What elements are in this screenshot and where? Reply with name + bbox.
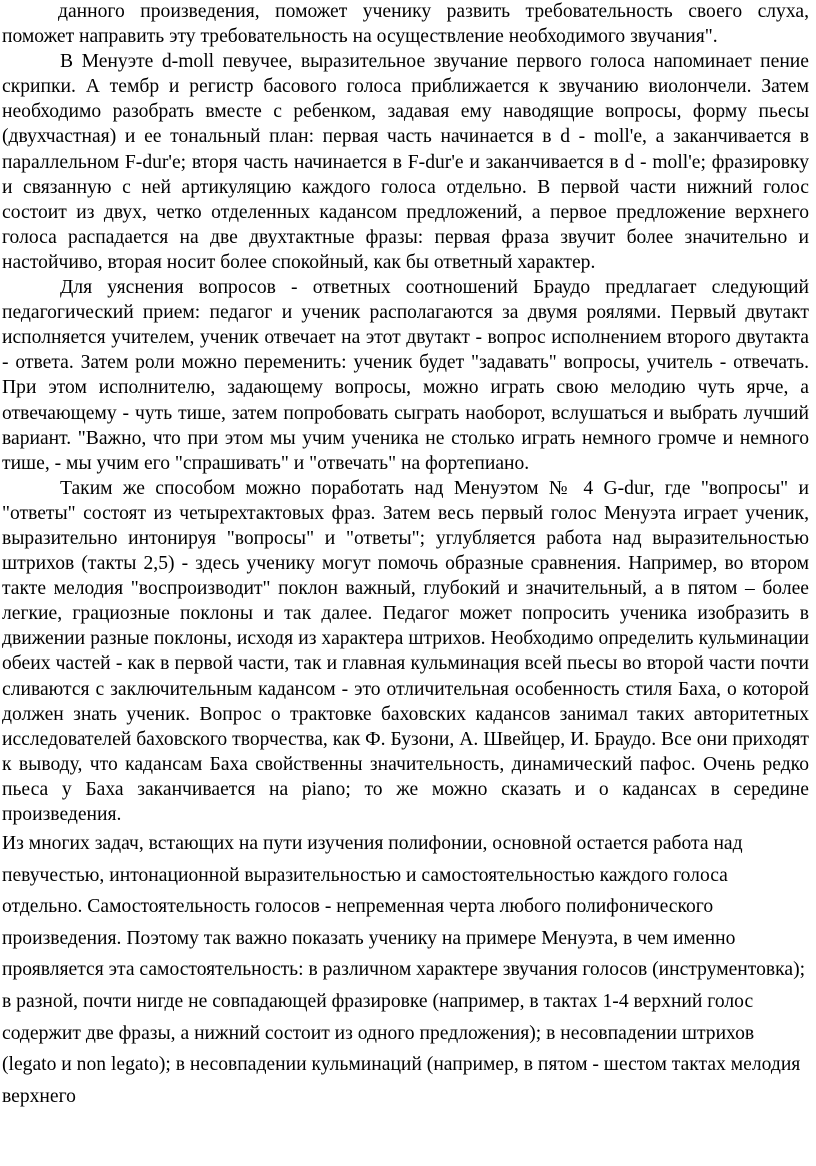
paragraph-continuation: данного произведения, поможет ученику развить требовательность своего слуха, поможет направить эту требовательность на осуществление необходимого звучания".: [2, 1, 809, 48]
paragraph-minuet-g-dur: Таким же способом можно поработать над Менуэтом № 4 G-dur, где "вопросы" и "ответы" состоят из четырехтактовых фраз. Затем весь первый голос Менуэта играет ученик, выразительно интонируя "вопросы" и "ответы"; углубляется работа над выразительностью штрихов (такты 2,5) - здесь ученику могут помочь образные сравнения. Например, во втором такте мелодия "воспроизводит" поклон важный, глубокий и значительный, а в пятом – более легкие, грациозные поклоны и так далее. Педагог может попросить ученика изобразить в движении разные поклоны, исходя из характера штрихов. Необходимо определить кульминации обеих частей - как в первой части, так и главная кульминация всей пьесы во второй части почти сливаются с заключительным кадансом - это отличительная особенность стиля Баха, о которой должен знать ученик. Вопрос о трактовке баховских кадансов занимал таких авторитетных исследователей баховского творчества, как Ф. Бузони, А. Швейцер, И. Браудо. Все они приходят к выводу, что кадансам Баха свойственны значительность, динамический пафос. Очень редко пьеса у Баха заканчивается на piano; то же можно сказать и о кадансах в середине произведения.: [2, 477, 809, 825]
paragraph-question-answer: Для уяснения вопросов - ответных соотношений Браудо предлагает следующий педагогический прием: педагог и ученик располагаются за двумя роялями. Первый двутакт исполняется учителем, ученик отвечает на этот двутакт - вопрос исполнением второго двутакта - ответа. Затем роли можно переменить: ученик будет "задавать" вопросы, учитель - отвечать. При этом исполнителю, задающему вопросы, можно играть свою мелодию чуть ярче, а отвечающему - чуть тише, затем попробовать сыграть наоборот, вслушаться и выбрать лучший вариант. "Важно, что при этом мы учим ученика не столько играть немного громче и немного тише, - мы учим его "спрашивать" и "отвечать" на фортепиано.: [2, 277, 809, 474]
paragraph-polyphony: Из многих задач, встающих на пути изучения полифонии, основной остается работа над певучестью, интонационной выразительностью и самостоятельностью каждого голоса отдельно. Самостоятельность голосов - непременная черта любого полифонического произведения. Поэтому так важно показать ученику на примере Менуэта, в чем именно проявляется эта самостоятельность: в различном характере звучания голосов (инструментовка); в разной, почти нигде не совпадающей фразировке (например, в тактах 1-4 верхний голос содержит две фразы, а нижний состоит из одного предложения); в несовпадении штрихов (legato и non legato); в несовпадении кульминаций (например, в пятом - шестом тактах мелодия верхнего: [2, 833, 806, 1107]
paragraph-minuet-d-moll: В Менуэте d-moll певучее, выразительное звучание первого голоса напоминает пение скрипки. А тембр и регистр басового голоса приближается к звучанию виолончели. Затем необходимо разобрать вместе с ребенком, задавая ему наводящие вопросы, форму пьесы (двухчастная) и ее тональный план: первая часть начинается в d - moll'e, а заканчивается в параллельном F-dur'e; вторя часть начинается в F-dur'e и заканчивается в d - moll'e; фразировку и связанную с ней артикуляцию каждого голоса отдельно. В первой части нижний голос состоит из двух, четко отделенных кадансом предложений, а первое предложение верхнего голоса распадается на две двухтактные фразы: первая фраза звучит более значительно и настойчиво, вторая носит более спокойный, как бы ответный характер.: [2, 51, 809, 273]
